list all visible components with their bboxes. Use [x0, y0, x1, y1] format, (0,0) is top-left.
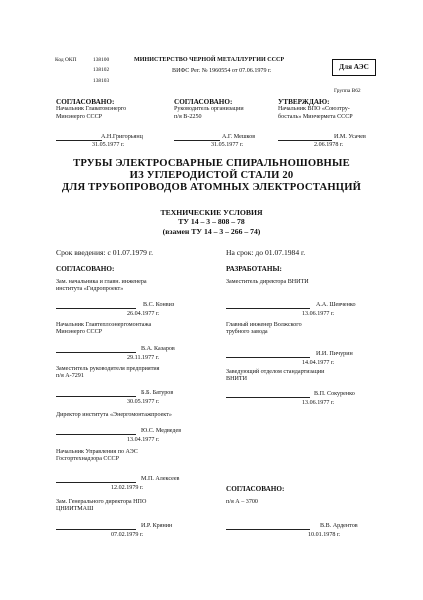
signatory-name: А.Н.Григорьянц: [101, 134, 143, 140]
group-code: Группа В62: [334, 88, 361, 94]
position-line: Заведующий отделом стандартизации: [226, 369, 325, 375]
approval-position: Руководитель организации: [174, 106, 244, 113]
signatory-name: В.А. Казаров: [141, 346, 175, 352]
approval-heading: СОГЛАСОВАНО:: [56, 98, 115, 106]
approval-position: Минэнерго СССР: [56, 113, 103, 120]
position-line: п/я А-7291: [56, 373, 84, 380]
signatory-name: А.А. Шевченко: [316, 302, 356, 308]
position-line: Начальник Управления по АЭС: [56, 449, 138, 455]
signature-date: 14.04.1977 г.: [302, 360, 335, 366]
left-entry-position: [56, 499, 146, 514]
position-line: Зам. Генерального директора НПО: [56, 499, 147, 505]
left-column-heading: СОГЛАСОВАНО:: [56, 265, 115, 273]
signature-line: [226, 529, 310, 530]
signature-line: [226, 397, 310, 398]
position-line: Госгортехнадзора СССР: [56, 456, 120, 463]
signature-line: [226, 357, 310, 358]
approval-heading: СОГЛАСОВАНО:: [174, 98, 233, 106]
left-entry-position: [56, 366, 159, 381]
signature-date: 13.06.1977 г.: [302, 311, 335, 317]
registration-number: ВИФС Рег. № 1960554 от 07.06.1979 г.: [172, 68, 272, 74]
approval-block: [278, 98, 398, 121]
signature-line: [56, 434, 136, 435]
position-line: Зам. начальника и главн. инженера: [56, 279, 147, 285]
signature-line: [56, 308, 136, 309]
signature-line: [226, 308, 310, 309]
left-entry-position: [56, 279, 147, 294]
right-column-heading: РАЗРАБОТАНЫ:: [226, 265, 282, 273]
spec-replaces: (взамен ТУ 14 – 3 – 266 – 74): [162, 226, 261, 236]
title-line: ИЗ УГЛЕРОДИСТОЙ СТАЛИ 20: [129, 170, 294, 182]
signature-date: 07.02.1979 г.: [111, 532, 144, 538]
document-title: [20, 158, 403, 195]
signatory-name: М.П. Алексеев: [141, 476, 180, 482]
stamp-text: Для АЭС: [339, 63, 369, 72]
signatory-name: Ю.С. Медведев: [141, 428, 182, 434]
position-line: трубного завода: [226, 329, 268, 336]
approval-position: Начальник ВПО «Союзтру-: [278, 106, 350, 113]
signatory-name: В.С. Конвиз: [143, 302, 175, 308]
signature-line: [56, 352, 136, 353]
signature-date: 13.04.1977 г.: [127, 437, 160, 443]
signature-date: 30.05.1977 г.: [127, 399, 160, 405]
signature-line: [278, 140, 332, 141]
position-line: Заместитель руководителя предприятия: [56, 366, 160, 372]
signature-date: 13.06.1977 г.: [302, 400, 335, 406]
signatory-name: В.П. Сокуренко: [314, 391, 355, 397]
signature-date: 29.11.1977 г.: [127, 355, 160, 361]
signature-date: 31.05.1977 г.: [92, 142, 125, 148]
position-line: ВНИТИ: [226, 376, 247, 383]
position-line: Минэнерго СССР: [56, 329, 103, 336]
spec-block: [20, 208, 403, 236]
signatory-name: И.Р. Крянин: [141, 523, 173, 529]
approval-block: [56, 98, 166, 121]
position-line: Заместитель директора ВНИТИ: [226, 279, 309, 285]
right-entry-position: [226, 369, 324, 384]
spec-number: ТУ 14 – 3 – 808 – 78: [178, 217, 245, 227]
validity-term: На срок: до 01.07.1984 г.: [226, 248, 306, 257]
signatory-name: И.И. Пичурин: [316, 351, 353, 357]
signature-line: [56, 396, 136, 397]
left-entry-position: [56, 449, 138, 464]
approval-position: Начальник Главатомэнерго: [56, 106, 127, 113]
ministry-name: МИНИСТЕРСТВО ЧЕРНОЙ МЕТАЛЛУРГИИ СССР: [134, 57, 285, 63]
title-line: ДЛЯ ТРУБОПРОВОДОВ АТОМНЫХ ЭЛЕКТРОСТАНЦИЙ: [61, 182, 362, 194]
signatory-name: Б.Б. Батуров: [141, 390, 174, 396]
signature-date: 10.01.1978 г.: [308, 532, 341, 538]
left-entry-position: [56, 322, 151, 337]
effective-date: Срок введения: с 01.07.1979 г.: [56, 248, 154, 257]
signatory-name: А.Г. Мешков: [222, 134, 256, 140]
signatory-name: И.М. Усачев: [334, 134, 366, 140]
okp-code: 138102: [93, 67, 110, 73]
position-line: Начальник Главтеплоэнергомонтажа: [56, 322, 152, 328]
position-line: Главный инженер Волжского: [226, 322, 302, 328]
approval-heading: УТВЕРЖДАЮ:: [278, 98, 330, 106]
approval-position: п/я В-2250: [174, 113, 202, 120]
position-line: института «Гидропроект»: [56, 286, 124, 293]
signature-date: 12.02.1979 г.: [111, 485, 144, 491]
approval-block: [174, 98, 284, 121]
signature-line: [56, 482, 136, 483]
signature-date: 2.06.1978 г.: [314, 142, 344, 148]
signatory-name: В.В. Ардентов: [320, 523, 358, 529]
approval-position: босталь» Минчермета СССР: [278, 113, 353, 120]
signature-line: [56, 529, 136, 530]
position-line: ЦНИИТМАШ: [56, 506, 94, 513]
title-line: ТРУБЫ ЭЛЕКТРОСВАРНЫЕ СПИРАЛЬНОШОВНЫЕ: [73, 158, 350, 169]
right-entry-position: [226, 279, 309, 286]
signature-date: 26.04.1977 г.: [127, 311, 160, 317]
right-entry-position: [226, 322, 302, 337]
spec-label: ТЕХНИЧЕСКИЕ УСЛОВИЯ: [160, 208, 263, 217]
signature-line: [56, 140, 102, 141]
left-entry-position: [56, 412, 172, 419]
okp-label: Код ОКП: [55, 57, 77, 63]
signature-line: [174, 140, 220, 141]
okp-code: 138100: [93, 57, 110, 63]
right-column-heading-2: СОГЛАСОВАНО:: [226, 485, 285, 493]
position-line: Директор института «Энергомонтажпроект»: [56, 412, 172, 418]
stamp-for-npp: [332, 59, 376, 76]
okp-code: 138103: [93, 78, 110, 84]
right-entry-position: п/я А – 3700: [226, 499, 258, 505]
signature-date: 31.05.1977 г.: [211, 142, 244, 148]
